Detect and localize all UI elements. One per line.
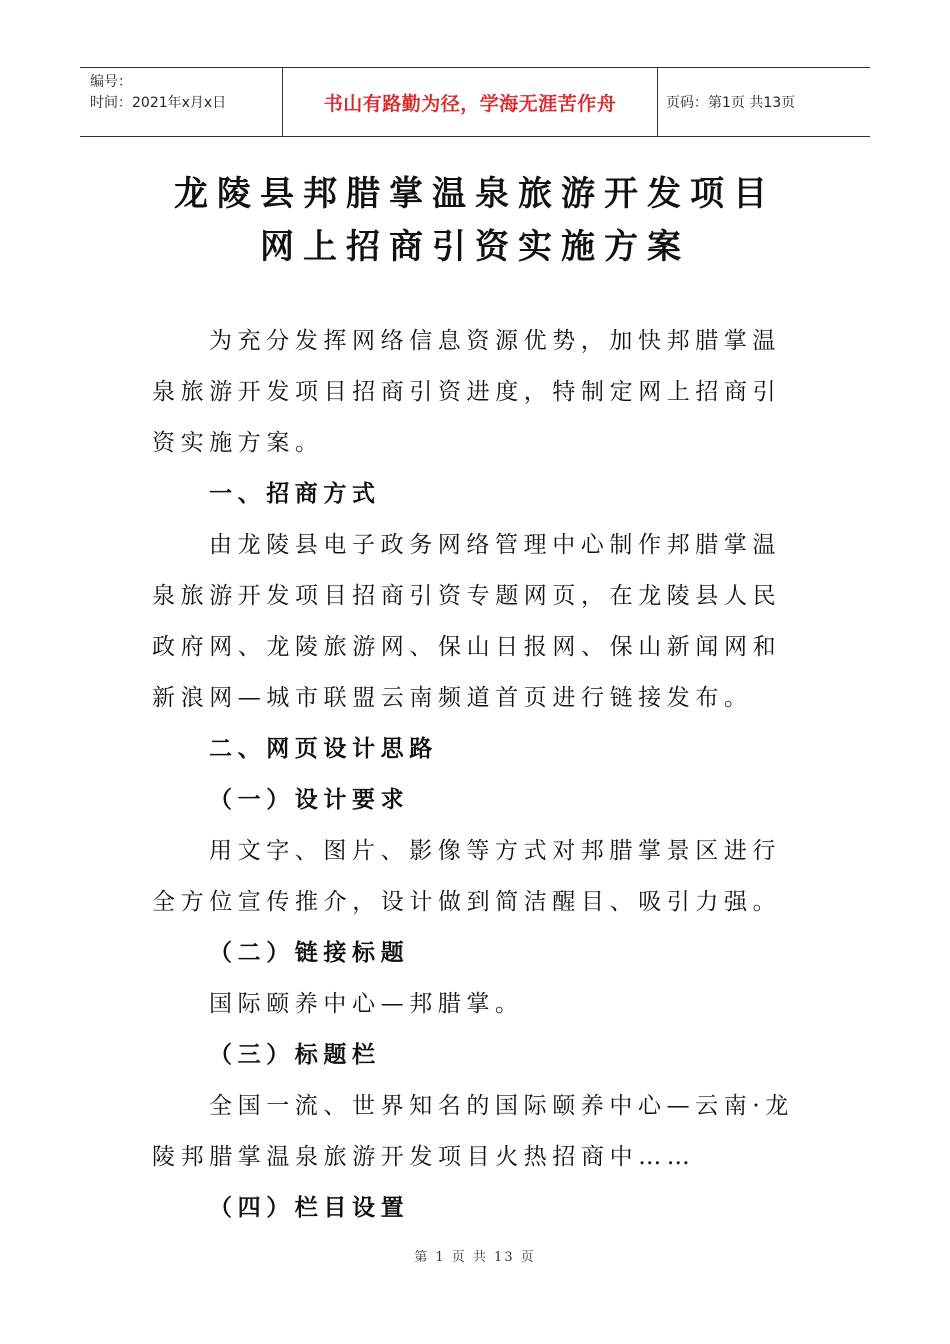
header-meta bbox=[80, 68, 282, 136]
subsection-paragraph-3: 全国一流、世界知名的国际颐养中心—云南·龙陵邦腊掌温泉旅游开发项目火热招商中…… bbox=[152, 1093, 794, 1170]
page-header bbox=[80, 67, 870, 137]
subsection-heading-2: （二）链接标题 bbox=[209, 940, 410, 966]
subsection-heading-3: （三）标题栏 bbox=[209, 1042, 381, 1068]
section-heading-1: 一、招商方式 bbox=[209, 481, 381, 507]
subsection-paragraph-1: 用文字、图片、影像等方式对邦腊掌景区进行全方位宣传推介，设计做到简洁醒目、吸引力强。 bbox=[152, 838, 782, 915]
section-paragraph-1: 由龙陵县电子政务网络管理中心制作邦腊掌温泉旅游开发项目招商引资专题网页，在龙陵县人民政府网、龙陵旅游网、保山日报网、保山新闻网和新浪网—城市联盟云南频道首页进行链接发布。 bbox=[152, 532, 782, 711]
subsection-heading-4: （四）栏目设置 bbox=[209, 1195, 410, 1221]
intro-paragraph: 为充分发挥网络信息资源优势，加快邦腊掌温泉旅游开发项目招商引资进度，特制定网上招商引资实施方案。 bbox=[152, 328, 782, 456]
page-footer: 第 1 页 共 13 页 bbox=[414, 1250, 536, 1265]
document-body bbox=[152, 316, 802, 1234]
document-title-line2: 网上招商引资实施方案 bbox=[260, 227, 690, 267]
header-motto: 书山有路勤为径，学海无涯苦作舟 bbox=[282, 68, 658, 136]
subsection-heading-1: （一）设计要求 bbox=[209, 787, 410, 813]
document-title-line1: 龙陵县邦腊掌温泉旅游开发项目 bbox=[174, 174, 776, 214]
document-time-label: 时间：2021年x月x日 bbox=[90, 95, 227, 111]
document-number-label: 编号： bbox=[90, 74, 132, 90]
section-heading-2: 二、网页设计思路 bbox=[209, 736, 438, 762]
header-page-info: 页码：第1页 共13页 bbox=[666, 95, 796, 111]
subsection-paragraph-2: 国际颐养中心—邦腊掌。 bbox=[209, 991, 524, 1017]
